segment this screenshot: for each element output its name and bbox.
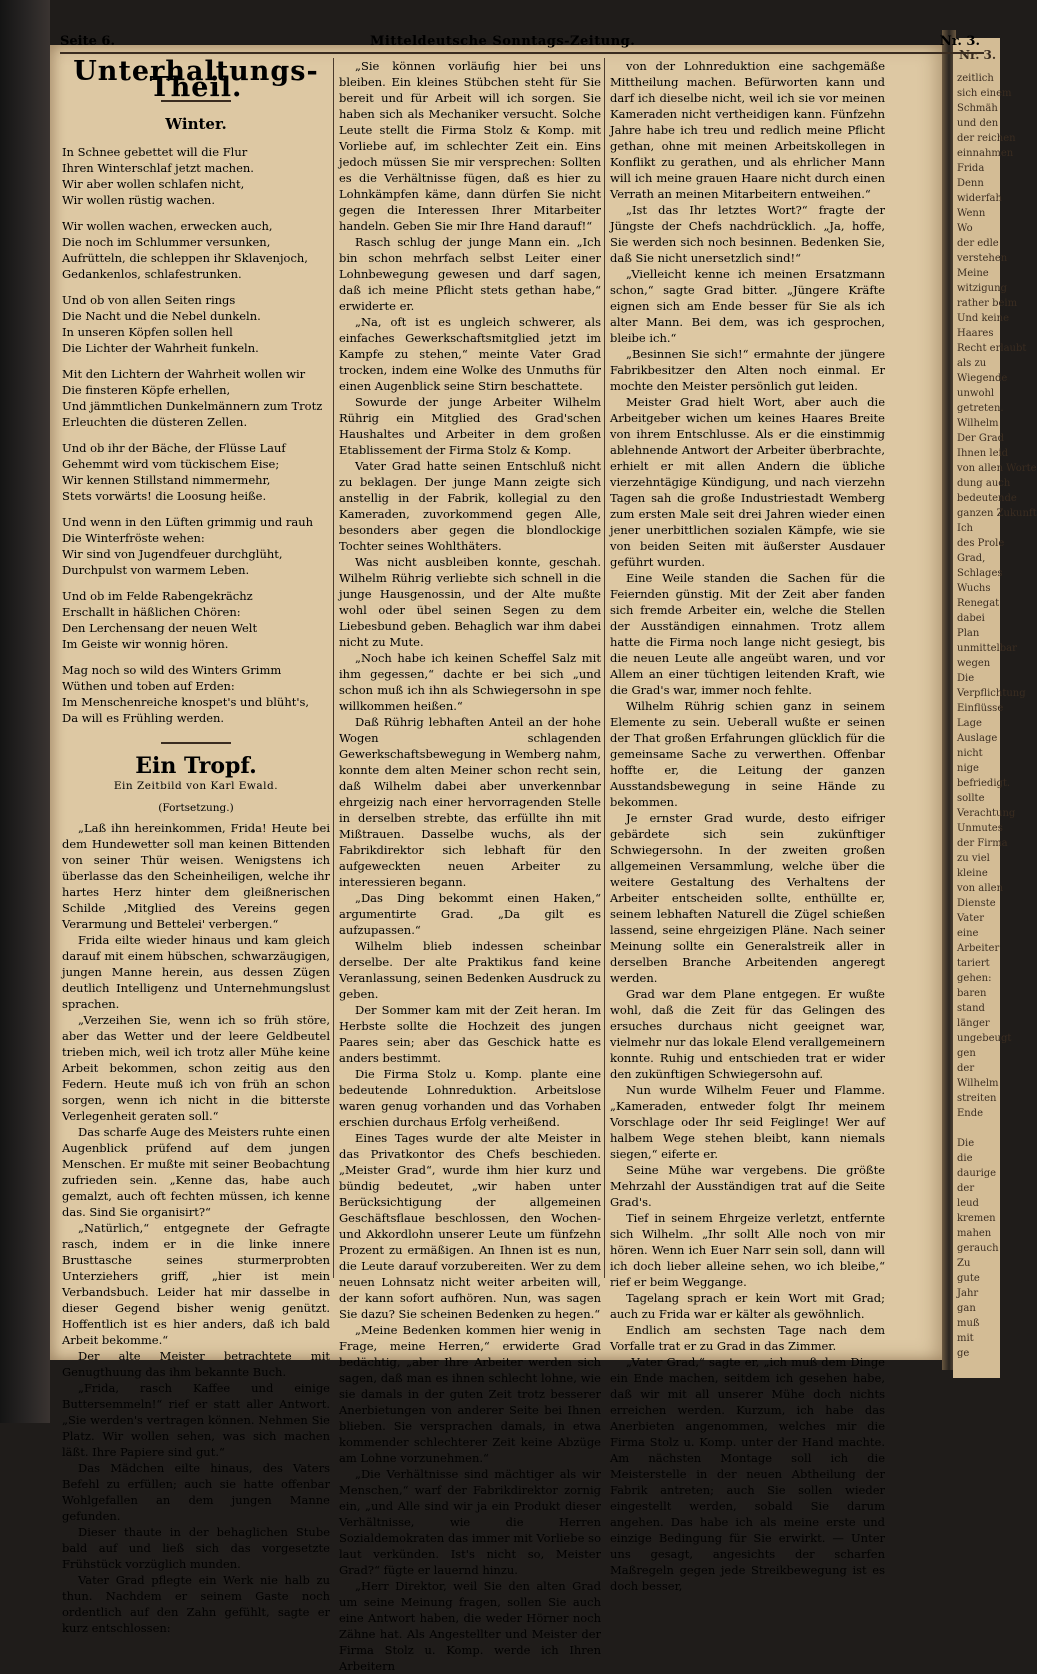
story-paragraph: „Natürlich,“ entgegnete der Gefragte rasch, indem er in die linke innere Brusttasche seines sturmerprobten Unterziehers griff, „hier ist mein Verbandsbuch. Leider hat mir dasselbe in dieser Gegend bisher wenig genützt. Hoffentlich ist es hier anders, daß ich bald Arbeit bekomme.“ (62, 1221, 330, 1347)
poem-line: Wir kennen Stillstand nimmermehr, (62, 473, 271, 487)
adjacent-page-line: eine (957, 928, 979, 939)
adjacent-page-line: tariert (957, 958, 990, 969)
poem-stanza (62, 144, 330, 208)
story-paragraph: „Na, oft ist es ungleich schwerer, als einfaches Gewerkschaftsmitglied jetzt im Kampfe zu stehen,“ meinte Vater Grad trocken, indem eine Wolke des Unmuths für einen Augenblick seine Stirn beschattete. (339, 315, 601, 393)
poem-line: Wir sind von Jugendfeuer durchglüht, (62, 547, 283, 561)
story-paragraph: „Laß ihn hereinkommen, Frida! Heute bei dem Hundewetter soll man keinen Bittenden von seiner Thür weisen. Wenigstens ich überlasse das den Scheinheiligen, welche ihr hartes Herz hinter dem gleißnerischen Schilde ‚Mitglied des Vereins gegen Verarmung und Bettelei' verbergen.“ (62, 821, 330, 931)
adjacent-page-line: muß (957, 1318, 980, 1329)
adjacent-page-line: Wilhelm (957, 418, 999, 429)
story-paragraph: „Verzeihen Sie, wenn ich so früh störe, aber das Wetter und der leere Geldbeutel trieben mich, weil ich trotz aller Mühe keine Arbeit bekommen, schon zeitig aus den Federn. Heute muß ich von früh an schon sorgen, wenn ich nicht in die bitterste Verlegenheit geraten soll.“ (62, 1013, 330, 1123)
poem-line: Stets vorwärts! die Loosung heiße. (62, 489, 267, 503)
poem-line: Die Lichter der Wahrheit funkeln. (62, 341, 259, 355)
adjacent-page-line: stand (957, 1003, 985, 1014)
poem-line: Ihren Winterschlaf jetzt machen. (62, 161, 254, 175)
poem-line: Und ob ihr der Bäche, der Flüsse Lauf (62, 441, 286, 455)
adjacent-page-line: kleine (957, 868, 988, 879)
story-paragraph: Der alte Meister betrachtete mit Genugthuung das ihm bekannte Buch. (62, 1349, 330, 1379)
story-paragraph: „Frida, rasch Kaffee und einige Buttersemmeln!“ rief er statt aller Antwort. „Sie werden's vertragen können. Nehmen Sie Platz. Wir wollen sehen, was sich machen läßt. Ihre Papiere sind gut.“ (62, 1381, 330, 1459)
adjacent-page-line: Haares (957, 328, 994, 339)
adjacent-page-line: zeitlich (957, 73, 994, 84)
adjacent-page-line: Recht erlaubt (957, 343, 1027, 354)
poem-line: Im Menschenreiche knospet's und blüht's, (62, 695, 310, 709)
poem-line: Mag noch so wild des Winters Grimm (62, 663, 282, 677)
adjacent-page-line: Ich (957, 523, 973, 534)
adjacent-page-line: Auslage (957, 733, 998, 744)
column-1 (62, 56, 330, 1635)
poem-line: Und ob im Felde Rabengekrächz (62, 589, 253, 603)
poem-line: Die noch im Schlummer versunken, (62, 235, 271, 249)
adjacent-page-line (953, 1121, 1000, 1136)
adjacent-page-line: Renegat (957, 598, 1000, 609)
adjacent-page-line: Die (957, 1138, 975, 1149)
adjacent-page-line: sollte (957, 793, 985, 804)
adjacent-page-line: Der Grad (957, 433, 1005, 444)
adjacent-page-line: Jahr (957, 1288, 979, 1299)
story-paragraph: Dieser thaute in der behaglichen Stube bald auf und ließ sich das vorgesetzte Frühstück vorzüglich munden. (62, 1525, 330, 1571)
adjacent-page-line: der (957, 1063, 975, 1074)
adjacent-page-line: und den (957, 118, 999, 129)
poem-line: Erschallt in häßlichen Chören: (62, 605, 241, 619)
adjacent-page-line: als zu (957, 358, 987, 369)
adjacent-page-line: Schlages (957, 568, 1003, 579)
adjacent-page-line: widerfah (957, 193, 1002, 204)
story-text-col3 (610, 58, 885, 1594)
poem-line: Die finsteren Köpfe erhellen, (62, 383, 231, 397)
poem-line: Gehemmt wird vom tückischem Eise; (62, 457, 280, 471)
poem-stanza (62, 514, 330, 578)
adjacent-page-line: Wenn (957, 208, 986, 219)
poem-line: In unseren Köpfen sollen hell (62, 325, 233, 339)
story-paragraph: Die Firma Stolz u. Komp. plante eine bedeutende Lohnreduktion. Arbeitslose waren genug vorhanden und das Vorhaben erschien durchaus Erfolg verheißend. (339, 1067, 601, 1129)
adjacent-page-line: Die (957, 673, 975, 684)
adjacent-page-line: dabei (957, 613, 985, 624)
adjacent-page-line: getreten. (957, 403, 1004, 414)
section-title: Unterhaltungs-Theil. (73, 56, 319, 103)
adjacent-page-line: verstehen (957, 253, 1008, 264)
adjacent-page-line: unwohl (957, 388, 995, 399)
adjacent-page-line: von allen (957, 883, 1004, 894)
poem-line: Und jämmtlichen Dunkelmännern zum Trotz (62, 399, 323, 413)
adjacent-page-line: Wo (957, 223, 973, 234)
story-text-col2 (339, 58, 601, 1674)
story-title: Ein Tropf. (135, 753, 257, 779)
story-paragraph: Das scharfe Auge des Meisters ruhte einen Augenblick prüfend auf dem jungen Menschen. Er mußte mit seiner Beobachtung zufrieden sein. „Kenne das, habe auch gemalzt, auch oft fechten müssen, ich kenne das. Sind Sie organisirt?“ (62, 1125, 330, 1219)
story-paragraph: Tief in seinem Ehrgeize verletzt, entfernte sich Wilhelm. „Ihr sollt Alle noch von mir hören. Wenn ich Euer Narr sein soll, dann will ich doch lieber alleine sehen, wo ich bleibe,“ rief er beim Weggange. (610, 1211, 885, 1289)
story-paragraph: Eine Weile standen die Sachen für die Feiernden günstig. Mit der Zeit aber fanden sich fremde Arbeiter ein, welche die Stellen der Ausständigen einnahmen. Trotz allem hatte die Firma noch lange nicht gesiegt, bis die neuen Leute alle angeübt waren, und vor Allem an einer tüchtigen leitenden Kraft, wie die Grad's war, immer noch fehlte. (610, 571, 885, 697)
story-paragraph: „Noch habe ich keinen Scheffel Salz mit ihm gegessen,“ dachte er bei sich „und schon muß ich ihn als Schwiegersohn in spe willkommen heißen.“ (339, 651, 601, 713)
story-paragraph: Endlich am sechsten Tage nach dem Vorfalle trat er zu Grad in das Zimmer. (610, 1323, 885, 1353)
adjacent-page-line: bedeutende (957, 493, 1017, 504)
story-paragraph: Der Sommer kam mit der Zeit heran. Im Herbste sollte die Hochzeit des jungen Paares sein; aber das Geschick hatte es anders bestimmt. (339, 1003, 601, 1065)
story-paragraph: Vater Grad hatte seinen Entschluß nicht zu beklagen. Der junge Mann zeigte sich anstellig in der Fabrik, kollegial zu den Kameraden, zuvorkommend gegen Alle, besonders aber gegen die blondlockige Tochter seines Wohlthäters. (339, 459, 601, 553)
poem-line: Die Winterfröste wehen: (62, 531, 205, 545)
story-paragraph: „Sie können vorläufig hier bei uns bleiben. Ein kleines Stübchen steht für Sie bereit und für Arbeit will ich sorgen. Sie haben sich als Mechaniker versucht. Solche Leute stellt die Firma Stolz & Komp. mit Vorliebe auf, im schlechter Zeit ein. Eins jedoch müssen Sie mir versprechen: Sollten es die Verhältnisse fügen, daß es hier zu Lohnkämpfen käme, dann dürfen Sie nicht gegen die Interessen Ihrer Mitarbeiter handeln. Geben Sie mir Ihre Hand darauf!“ (339, 59, 601, 233)
column-3 (610, 58, 885, 1593)
story-paragraph: Das Mädchen eilte hinaus, des Vaters Befehl zu erfüllen; auch sie hatte offenbar Wohlgefallen an dem jungen Manne gefunden. (62, 1461, 330, 1523)
adjacent-page-line: Vater (957, 913, 984, 924)
poem-line: In Schnee gebettet will die Flur (62, 145, 248, 159)
adjacent-page-line: gen (957, 1048, 976, 1059)
story-paragraph: Wilhelm blieb indessen scheinbar derselbe. Der alte Praktikus fand keine Veranlassung, seinen Bedenken Ausdruck zu geben. (339, 939, 601, 1001)
poem-stanza (62, 662, 330, 726)
adjacent-page-line: zu viel (957, 853, 990, 864)
adjacent-page-line: ganzen Zukunft (957, 508, 1037, 519)
story-subtitle: Ein Zeitbild von Karl Ewald. (113, 780, 279, 792)
story-paragraph: Rasch schlug der junge Mann ein. „Ich bin schon mehrfach selbst Leiter einer Lohnbewegung gewesen und darf sagen, daß ich meine Pflicht stets gethan habe,“ erwiderte er. (339, 235, 601, 313)
adjacent-page-line: Ihnen leid (957, 448, 1009, 459)
poem-title: Winter. (165, 115, 227, 133)
adjacent-page-line: mahen (957, 1228, 992, 1239)
story-paragraph: „Ist das Ihr letztes Wort?“ fragte der Jüngste der Chefs nachdrücklich. „Ja, hoffe, Sie werden sich noch besinnen. Bedenken Sie, daß Sie nicht unersetzlich sind!“ (610, 203, 885, 265)
adjacent-page-line: Und keine (957, 313, 1009, 324)
poem-line: Den Lerchensang der neuen Welt (62, 621, 258, 635)
adjacent-page-line: nicht (957, 748, 983, 759)
poem-stanza (62, 292, 330, 356)
poem-line: Wir aber wollen schlafen nicht, (62, 177, 245, 191)
adjacent-page-line: gan (957, 1303, 976, 1314)
adjacent-page-line: befriedigt. (957, 778, 1011, 789)
adjacent-page-line: Verachtung (957, 808, 1016, 819)
story-paragraph: „Herr Direktor, weil Sie den alten Grad um seine Meinung fragen, sollen Sie auch eine Antwort haben, die weder Hörner noch Zähne hat. Als Angestellter und Meister der Firma Stolz u. Komp. werde ich Ihren Arbeitern (339, 1579, 601, 1673)
story-paragraph: „Meine Bedenken kommen hier wenig in Frage, meine Herren,“ erwiderte Grad bedächtig, „aber Ihre Arbeiter werden sich sagen, daß man es ihnen schlecht lohne, wie sie damals in der guten Zeit trotz besserer Anerbietungen von anderer Seite bei Ihnen blieben. Sie versprachen damals, in etwa kommender schlechterer Zeit keine Abzüge am Lohne vorzunehmen.“ (339, 1323, 601, 1465)
adjacent-page-line: leud (957, 1198, 979, 1209)
adjacent-page-line: von allen Worte (957, 463, 1037, 474)
poem-line: Im Geiste wir wonnig hören. (62, 637, 229, 651)
adjacent-page-line: Wilhelm (957, 1078, 999, 1089)
adjacent-page-line: gehen: (957, 973, 992, 984)
adjacent-page-line: Lage (957, 718, 982, 729)
story-paragraph: Frida eilte wieder hinaus und kam gleich darauf mit einem hübschen, schwarzäugigen, jungen Manne herein, aus dessen Zügen deutlich Intelligenz und Unternehmungslust sprachen. (62, 933, 330, 1011)
header-rule (60, 52, 984, 54)
poem-line: Die Nacht und die Nebel dunkeln. (62, 309, 261, 323)
story-paragraph: „Das Ding bekommt einen Haken,“ argumentirte Grad. „Da gilt es aufzupassen.“ (339, 891, 601, 937)
story-paragraph: von der Lohnreduktion eine sachgemäße Mittheilung machen. Befürworten kann und darf ich dieselbe nicht, weil ich sie vor meinen Kameraden nicht vertheidigen kann. Fünfzehn Jahre habe ich treu und redlich meine Pflicht gethan, ohne mit meinen Arbeitskollegen in Konflikt zu gerathen, und als ehrlicher Mann will ich meine grauen Haare nicht durch einen Verrath an meinen Mitarbeitern entweihen.“ (610, 59, 885, 201)
adjacent-page-line: Schmäh (957, 103, 998, 114)
newspaper-title: Mitteldeutsche Sonntags-Zeitung. (370, 34, 636, 49)
story-paragraph: Was nicht ausbleiben konnte, geschah. Wilhelm Rührig verliebte sich schnell in die junge Hausgenossin, und der Alte mußte wohl oder übel seinen Segen zu dem Liebesbund geben. Behaglich war ihm dabei nicht zu Mute. (339, 555, 601, 649)
story-text-col1 (62, 820, 330, 1636)
story-paragraph: Grad war dem Plane entgegen. Er wußte wohl, daß die Zeit für das Gelingen des ersuches durchaus nicht geeignet war, vielmehr nur das lokale Elend verallgemeinern konnte. Ruhig und entschieden trat er wider den zukünftigen Schwiegersohn auf. (610, 987, 885, 1081)
poem-line: Gedankenlos, schlafestrunken. (62, 267, 242, 281)
adjacent-page-line: gute (957, 1273, 980, 1284)
poem-line: Mit den Lichtern der Wahrheit wollen wir (62, 367, 306, 381)
poem-line: Erleuchten die düsteren Zellen. (62, 415, 248, 429)
adjacent-page-line: unmittelbar (957, 643, 1017, 654)
adjacent-page-line: streiten (957, 1093, 997, 1104)
story-paragraph: „Vater Grad,“ sagte er, „ich muß dem Dinge ein Ende machen, seitdem ich gesehen habe, daß wir mit all unserer Mühe doch nichts erreichen werden. Kurzum, ich habe das Anerbieten angenommen, welches mir die Firma Stolz u. Komp. unter der Hand machte. Am nächsten Montage soll ich die Meisterstelle in der neuen Abtheilung der Fabrik antreten; auch Sie sollen wieder eingestellt werden, sobald Sie darum angehen. Das habe ich als meine erste und einzige Bedingung für Sie erwirkt. — Unter uns gesagt, angesichts der scharfen Maßregeln gegen jede Streikbewegung ist es doch besser, (610, 1355, 885, 1593)
story-paragraph: Je ernster Grad wurde, desto eifriger gebärdete sich sein zukünftiger Schwiegersohn. In der zweiten großen allgemeinen Versammlung, welche über die weitere Gestaltung des Verhaltens der Arbeiter entscheiden sollte, enthüllte er, seinem lebhaften Naturell die Zügel schießen lassend, seine ehrgeizigen Pläne. Nach seiner Meinung sollte ein Generalstreik aller in derselben Branche Arbeitenden angeregt werden. (610, 811, 885, 985)
poem-line: Wüthen und toben auf Erden: (62, 679, 235, 693)
adjacent-page-line: der edle (957, 238, 999, 249)
adjacent-page-line: der (957, 1183, 975, 1194)
adjacent-page-line: Ende (957, 1108, 984, 1119)
adjacent-page-line: daurige (957, 1168, 997, 1179)
adjacent-page-line: Grad, (957, 553, 986, 564)
story-paragraph: Nun wurde Wilhelm Feuer und Flamme. „Kameraden, entweder folgt Ihr meinem Vorschlage oder Ihr seid Feiglinge! Wer auf halbem Wege stehen bleibt, kann niemals siegen,“ eiferte er. (610, 1083, 885, 1161)
adjacent-page-line: witzigung (957, 283, 1007, 294)
column-2 (339, 58, 601, 1673)
separator-rule (161, 742, 231, 744)
adjacent-page-line: des Prole (957, 538, 1005, 549)
issue-number: Nr. 3. (939, 34, 980, 49)
story-continuation-note: (Fortsetzung.) (158, 802, 234, 814)
story-paragraph: Meister Grad hielt Wort, aber auch die Arbeitgeber wichen um keines Haares Breite von ihrem Entschlusse. Als er die einstimmig ablehnende Antwort der Arbeiter überbrachte, erhielt er mit allen Andern die übliche vierzehntägige Kündigung, und nach vierzehn Tagen sah die große Industriestadt Wemberg zum ersten Male seit drei Jahren wieder einen jener unerbittlichen sozialen Kämpfe, wie sie von beiden Seiten mit äußerster Ausdauer geführt wurden. (610, 395, 885, 569)
story-paragraph: Daß Rührig lebhaften Anteil an der hohe Wogen schlagenden Gewerkschaftsbewegung in Wemberg nahm, konnte dem alten Meiner schon recht sein, daß Wilhelm dabei aber unverkennbar ehrgeizig nach einer hervorragenden Stelle in derselben strebte, das erfüllte ihn mit Mißtrauen. Dasselbe wuchs, als der Fabrikdirektor sich lebhaft für den aufgeweckten neuen Arbeiter zu interessieren begann. (339, 715, 601, 889)
poem-body (62, 144, 330, 726)
adjacent-page-line: kremen (957, 1213, 996, 1224)
adjacent-page-line: wegen (957, 658, 991, 669)
column-divider (604, 58, 605, 1278)
adjacent-page-line: Denn (957, 178, 984, 189)
adjacent-page-line: mit (957, 1333, 974, 1344)
adjacent-page-line: baren (957, 988, 987, 999)
adjacent-page-line: gerauch (957, 1243, 999, 1254)
adjacent-page-line: Frida (957, 163, 985, 174)
poem-line: Und wenn in den Lüften grimmig und rauh (62, 515, 314, 529)
adjacent-page-line: Wuchs (957, 583, 991, 594)
poem-line: Durchpulst von warmem Leben. (62, 563, 250, 577)
adjacent-page-line: länger (957, 1018, 990, 1029)
adjacent-page-line: Dienste (957, 898, 996, 909)
adjacent-page-line: dung auch (957, 478, 1011, 489)
poem-line: Wir wollen rüstig wachen. (62, 193, 215, 207)
story-paragraph: „Die Verhältnisse sind mächtiger als wir Menschen,“ warf der Fabrikdirektor zornig ein, „und Alle sind wir ja ein Produkt dieser Verhältnisse, wie die Herren Sozialdemokraten das immer mit Vorliebe so laut verkünden. Ist's nicht so, Meister Grad?“ fügte er lauernd hinzu. (339, 1467, 601, 1577)
adjacent-page-line: rather beim (957, 298, 1018, 309)
adjacent-page (953, 38, 1037, 1378)
page-number: Seite 6. (60, 34, 115, 49)
poem-stanza (62, 218, 330, 282)
adjacent-page-line: Zu (957, 1258, 971, 1269)
book-binding-edge (0, 0, 50, 1423)
poem-line: Wir wollen wachen, erwecken auch, (62, 219, 273, 233)
story-paragraph: Vater Grad pflegte ein Werk nie halb zu thun. Nachdem er seinem Gaste noch ordentlich auf den Zahn gefühlt, sagte er kurz entschlossen: (62, 1573, 330, 1635)
poem-line: Da will es Frühling werden. (62, 711, 225, 725)
adjacent-page-line: Verpflichtung (957, 688, 1026, 699)
adjacent-page-line: Plan (957, 628, 980, 639)
adjacent-page-line: Einflüsse (957, 703, 1004, 714)
adjacent-page-line: die (957, 1153, 973, 1164)
column-divider (333, 58, 334, 1278)
story-paragraph: Eines Tages wurde der alte Meister in das Privatkontor des Chefs beschieden. „Meister Grad“, wurde ihm hier kurz und bündig bedeutet, „wir haben unter Berücksichtigung der allgemeinen Geschäftsflaue beschlossen, den Wochen- und Akkordlohn unserer Leute um fünfzehn Prozent zu ermäßigen. An Ihnen ist es nun, die Leute darauf vorzubereiten. Wer zu dem neuen Lohnsatz nicht weiter arbeiten will, der kann sofort aufhören. Nun, was sagen Sie dazu? Sie scheinen Bedenken zu hegen.“ (339, 1131, 601, 1321)
adjacent-page-line: ge (957, 1348, 970, 1359)
poem-stanza (62, 588, 330, 652)
adjacent-page-line: einnahmen (957, 148, 1014, 159)
adjacent-page-line: Unmutes (957, 823, 1003, 834)
story-paragraph: Wilhelm Rührig schien ganz in seinem Elemente zu sein. Ueberall wußte er seinen der That großen Erfahrungen glücklich für die gemeinsame Sache zu verwerthen. Offenbar hoffte er, die Leitung der ganzen Ausstandsbewegung in seine Hände zu bekommen. (610, 699, 885, 809)
story-paragraph: Tagelang sprach er kein Wort mit Grad; auch zu Frida war er kälter als gewöhnlich. (610, 1291, 885, 1321)
poem-stanza (62, 440, 330, 504)
adjacent-page-line: sich einem (957, 88, 1012, 99)
adjacent-page-line: der reichen (957, 133, 1016, 144)
adjacent-page-text (953, 71, 1037, 1361)
adjacent-page-line: Wiegende (957, 373, 1008, 384)
story-paragraph: „Vielleicht kenne ich meinen Ersatzmann schon,“ sagte Grad bitter. „Jüngere Kräfte eignen sich am Ende besser für Sie als ich alter Mann. Bei dem, was ich gesprochen, bleibe ich.“ (610, 267, 885, 345)
poem-line: Und ob von allen Seiten rings (62, 293, 236, 307)
adjacent-page-line: Arbeiter (957, 943, 1000, 954)
adjacent-page-line: Meine (957, 268, 989, 279)
adjacent-page-line: nige (957, 763, 979, 774)
story-paragraph: Seine Mühe war vergebens. Die größte Mehrzahl der Ausständigen trat auf die Seite Grad's. (610, 1163, 885, 1209)
story-paragraph: Sowurde der junge Arbeiter Wilhelm Rührig ein Mitglied des Grad'schen Haushaltes und Arbeiter in dem großen Etablissement der Firma Stolz & Komp. (339, 395, 601, 457)
poem-stanza (62, 366, 330, 430)
poem-line: Aufrütteln, die schleppen ihr Sklavenjoch, (62, 251, 308, 265)
adjacent-page-number: Nr. 3. (959, 48, 997, 62)
story-paragraph: „Besinnen Sie sich!“ ermahnte der jüngere Fabrikbesitzer den Alten noch einmal. Er mochte den Meister persönlich gut leiden. (610, 347, 885, 393)
adjacent-page-line: der Firma (957, 838, 1008, 849)
adjacent-page-line: ungebeugt (957, 1033, 1012, 1044)
